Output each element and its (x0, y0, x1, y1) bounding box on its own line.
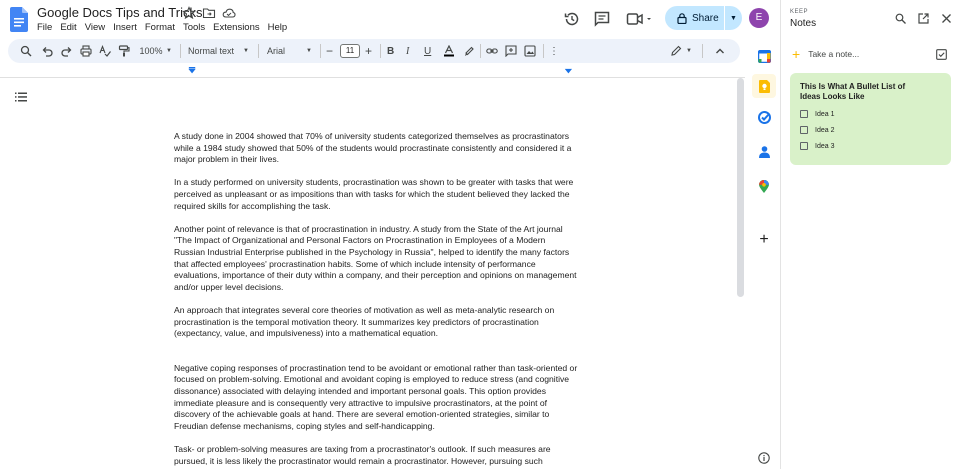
font-family-value: Arial (267, 46, 286, 56)
paragraph: Another point of relevance is that of procrastination in industry. A study from the State of the Art journal "The Impact of Organizational and Personal Factors on Procrastination in Employees of a Modern Russian Industrial Enterprise published in the Psychology in Russia", helped to identify the many factors that affected employees' procrastination habits. Some of which include intensity of performance evaluations, importance of their duty within a company, and their perception and opinions on management and/or upper level decisions. (174, 223, 577, 292)
checkbox[interactable] (800, 142, 808, 150)
paint-format-icon[interactable] (118, 45, 130, 57)
close-icon[interactable] (941, 13, 952, 24)
keep-kicker: KEEP (790, 9, 809, 15)
text-color-icon[interactable] (443, 45, 455, 57)
document-outline-icon[interactable] (15, 92, 27, 102)
toolbar-divider (702, 44, 703, 58)
editing-mode-icon[interactable] (670, 45, 682, 57)
document-title[interactable]: Google Docs Tips and Tricks (37, 5, 203, 20)
redo-icon[interactable] (61, 45, 73, 57)
insert-link-icon[interactable] (486, 45, 498, 57)
keep-app-icon[interactable] (752, 74, 776, 98)
highlight-color-icon[interactable] (463, 45, 475, 57)
comments-icon[interactable] (593, 10, 611, 28)
paragraph: A study done in 2004 showed that 70% of university students categorized themselves as procrastinators while a 1984 study showed that 50% of the students would procrastinate consistently and considered it a major problem in their lives. (174, 131, 572, 165)
take-note-placeholder: Take a note... (808, 49, 860, 59)
font-size-input[interactable]: 11 (340, 44, 360, 58)
menu-help[interactable]: Help (267, 22, 288, 33)
checkbox[interactable] (800, 126, 808, 134)
version-history-icon[interactable] (563, 10, 581, 28)
maps-app-icon[interactable] (752, 174, 776, 198)
checkbox[interactable] (800, 110, 808, 118)
paragraph: In a study performed on university students, procrastination was shown to be greater with tasks that were perceived as unpleasant or as impositions than with tasks for which the student believed they lacked the required skills for accomplishing the task. (174, 177, 574, 211)
formatting-toolbar (8, 39, 740, 63)
menu-file[interactable]: File (37, 22, 53, 33)
paragraph: An approach that integrates several core theories of motivation as well as meta-analytic research on procrastination is the temporal motivation theory. It summarizes key predictors of procrastination (expectancy, value, and impulsiveness) into a mathematical equation. (174, 304, 555, 339)
undo-icon[interactable] (41, 45, 53, 57)
horizontal-ruler[interactable] (0, 67, 745, 78)
menu-insert[interactable]: Insert (113, 22, 137, 33)
take-note-input[interactable] (792, 46, 860, 62)
note-checklist (800, 110, 941, 150)
menu-format[interactable]: Format (144, 22, 175, 33)
info-icon[interactable] (752, 446, 776, 469)
get-add-ons-icon[interactable]: + (759, 231, 769, 248)
zoom-dropdown-icon[interactable]: ▼ (166, 48, 172, 54)
toolbar-divider (480, 44, 481, 58)
checklist-item-label: Idea 3 (815, 142, 835, 150)
underline-icon[interactable]: U (424, 45, 432, 57)
style-dropdown-icon[interactable]: ▼ (243, 48, 249, 54)
increase-font-size-icon[interactable]: + (365, 44, 373, 58)
menu-extensions[interactable]: Extensions (213, 22, 260, 33)
font-family-select[interactable] (267, 45, 297, 57)
italic-icon[interactable]: I (406, 45, 410, 57)
checklist-item-label: Idea 1 (815, 110, 835, 118)
toolbar-divider (320, 44, 321, 58)
paragraph-style-select[interactable] (188, 45, 238, 57)
keep-side-panel (781, 0, 960, 469)
contacts-app-icon[interactable] (752, 140, 776, 164)
editing-mode-dropdown-icon[interactable]: ▼ (686, 48, 692, 54)
share-dropdown-icon[interactable]: ▼ (730, 14, 737, 22)
font-dropdown-icon[interactable]: ▼ (306, 48, 312, 54)
note-title: This Is What A Bullet List of Ideas Looks Like (800, 82, 906, 101)
share-label: Share (692, 12, 719, 24)
add-note-icon: + (792, 46, 801, 62)
meet-camera-icon[interactable] (626, 10, 654, 28)
keep-header-icons (895, 13, 952, 24)
tasks-app-icon[interactable] (752, 105, 776, 129)
spelling-check-icon[interactable] (99, 45, 111, 57)
checklist-item (800, 142, 941, 150)
toolbar-divider (380, 44, 381, 58)
calendar-app-icon[interactable] (752, 44, 776, 68)
toolbar-divider (180, 44, 181, 58)
document-scrollbar[interactable] (737, 78, 744, 297)
menu-tools[interactable]: Tools (182, 22, 206, 33)
menu-view[interactable]: View (84, 22, 106, 33)
zoom-value: 100% (139, 46, 163, 56)
first-line-indent-marker[interactable] (189, 67, 195, 68)
menu-bar (37, 22, 295, 33)
paragraph: Negative coping responses of procrastination tend to be avoidant or emotional rather than task-oriented or focused on problem-solving. Emotional and avoidant coping is employed to reduce stress (and cognitive dissonance) associated with delaying intended and important personal goals. This option provides immediate pleasure and is consequently very attractive to impulsive procrastinators, at the point of discovery of the achievable goals at hand. There are several emotion-oriented strategies, similar to Freudian defense mechanisms, coping styles and self-handicapping. (174, 362, 578, 431)
title-icons (182, 6, 236, 20)
lock-icon (677, 13, 687, 24)
paragraph: Task- or problem-solving measures are taxing from a procrastinator's outlook. If such measures are pursued, it is less likely the procrastinator would remain a procrastinator. However, pursuing such (174, 444, 551, 466)
docs-logo-icon[interactable] (10, 7, 28, 32)
document-body[interactable] (174, 131, 590, 469)
note-card[interactable] (790, 73, 951, 165)
add-comment-icon[interactable] (505, 45, 517, 57)
insert-image-icon[interactable] (524, 45, 536, 57)
more-options-icon[interactable]: ⋮ (549, 45, 559, 57)
paragraph-style-value: Normal text (188, 46, 235, 56)
new-list-icon[interactable] (936, 49, 947, 60)
open-in-new-tab-icon[interactable] (918, 13, 929, 24)
menu-edit[interactable]: Edit (60, 22, 77, 33)
zoom-select[interactable] (136, 45, 166, 57)
search-menus-icon[interactable] (20, 45, 32, 57)
right-indent-marker[interactable] (565, 69, 572, 74)
account-avatar[interactable]: E (749, 8, 769, 28)
left-indent-marker[interactable] (188, 69, 195, 74)
toolbar-divider (543, 44, 544, 58)
decrease-font-size-icon[interactable]: − (326, 44, 334, 58)
share-button[interactable] (665, 6, 742, 30)
bold-icon[interactable]: B (387, 45, 395, 57)
star-icon[interactable] (182, 6, 196, 20)
print-icon[interactable] (80, 45, 92, 57)
checklist-item (800, 126, 941, 134)
toolbar-divider (258, 44, 259, 58)
checklist-item (800, 110, 941, 118)
checklist-item-label: Idea 2 (815, 126, 835, 134)
keep-panel-title: Notes (790, 18, 817, 29)
search-icon[interactable] (895, 13, 906, 24)
move-to-folder-icon[interactable] (202, 6, 216, 20)
cloud-saved-icon[interactable] (222, 6, 236, 20)
hide-menus-icon[interactable] (714, 45, 726, 57)
